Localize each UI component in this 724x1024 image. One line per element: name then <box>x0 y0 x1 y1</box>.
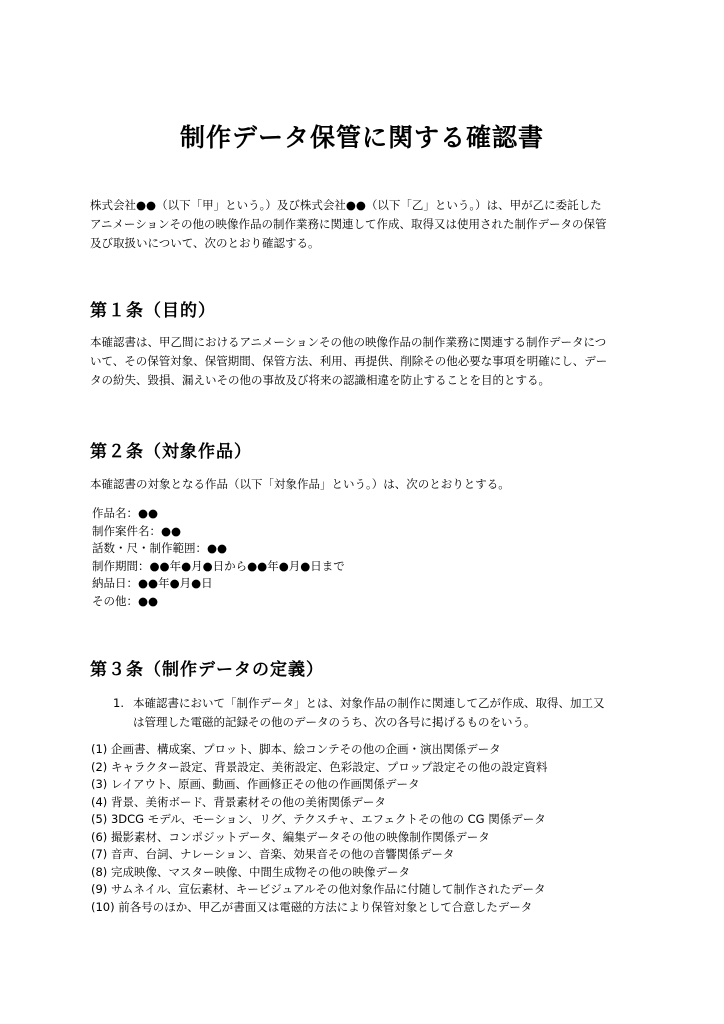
list-item: (1) 企画書、構成案、プロット、脚本、絵コンテその他の企画・演出関係データ <box>91 742 501 756</box>
list-item: (5) 3DCG モデル、モーション、リグ、テクスチャ、エフェクトその他の CG 関係データ <box>91 812 546 826</box>
list-item: (4) 背景、美術ボード、背景素材その他の美術関係データ <box>91 794 386 809</box>
list-item: 話数・尺・制作範囲：●● <box>92 541 228 555</box>
article-2-item-list <box>90 505 650 610</box>
intro-paragraph: 株式会社●●（以下「甲」という。）及び株式会社●●（以下「乙」という。）は、甲が乙に委託した アニメーションその他の映像作品の制作業務に関連して作成、取得又は使用された制作データの保管 及び取扱いについて、次のとおり確認する。 <box>90 198 607 250</box>
article-1-heading: 第１条（目的） <box>90 301 216 321</box>
list-item: (2) キャラクター設定、背景設定、美術設定、色彩設定、プロップ設定その他の設定資料 <box>91 759 548 774</box>
article-3-clause-1 <box>113 694 643 732</box>
document-title: 制作データ保管に関する確認書 <box>179 123 544 152</box>
article-2-heading: 第２条（対象作品） <box>90 442 252 462</box>
article-3-item-list <box>90 741 650 916</box>
list-item: 制作期間：●●年●月●日から●●年●月●日まで <box>92 558 345 573</box>
list-item: (3) レイアウト、原画、動画、作画修正その他の作画関係データ <box>91 777 420 791</box>
list-item: 制作案件名：●● <box>92 523 182 538</box>
list-item: 納品日：●●年●月●日 <box>92 576 213 590</box>
list-item: (10) 前各号のほか、甲乙が書面又は電磁的方法により保管対象として合意したデータ <box>91 899 533 914</box>
clause-text: 本確認書において「制作データ」とは、対象作品の制作に関連して乙が作成、取得、加工又 は管理した電磁的記録その他のデータのうち、次の各号に掲げるものをいう。 <box>133 696 605 729</box>
list-item: その他：●● <box>92 593 159 608</box>
clause-number: 1. <box>113 696 124 710</box>
list-item: (8) 完成映像、マスター映像、中間生成物その他の映像データ <box>91 864 410 879</box>
list-item: (7) 音声、台詞、ナレーション、音楽、効果音その他の音響関係データ <box>91 847 455 861</box>
list-item: (6) 撮影素材、コンポジットデータ、編集データその他の映像制作関係データ <box>91 829 490 844</box>
article-3-heading: 第３条（制作データの定義） <box>90 660 324 680</box>
list-item: (9) サムネイル、宣伝素材、キービジュアルその他対象作品に付随して制作されたデータ <box>91 882 546 896</box>
list-item: 作品名：●● <box>92 506 159 520</box>
article-1-body: 本確認書は、甲乙間におけるアニメーションその他の映像作品の制作業務に関連する制作データにつ いて、その保管対象、保管期間、保管方法、利用、再提供、削除その他必要な事項を明確にし、デー タの紛失、毀損、漏えいその他の事故及び将来の認識相違を防止することを目的とする。 <box>90 335 608 387</box>
article-2-body: 本確認書の対象となる作品（以下「対象作品」という。）は、次のとおりとする。 <box>90 477 510 491</box>
